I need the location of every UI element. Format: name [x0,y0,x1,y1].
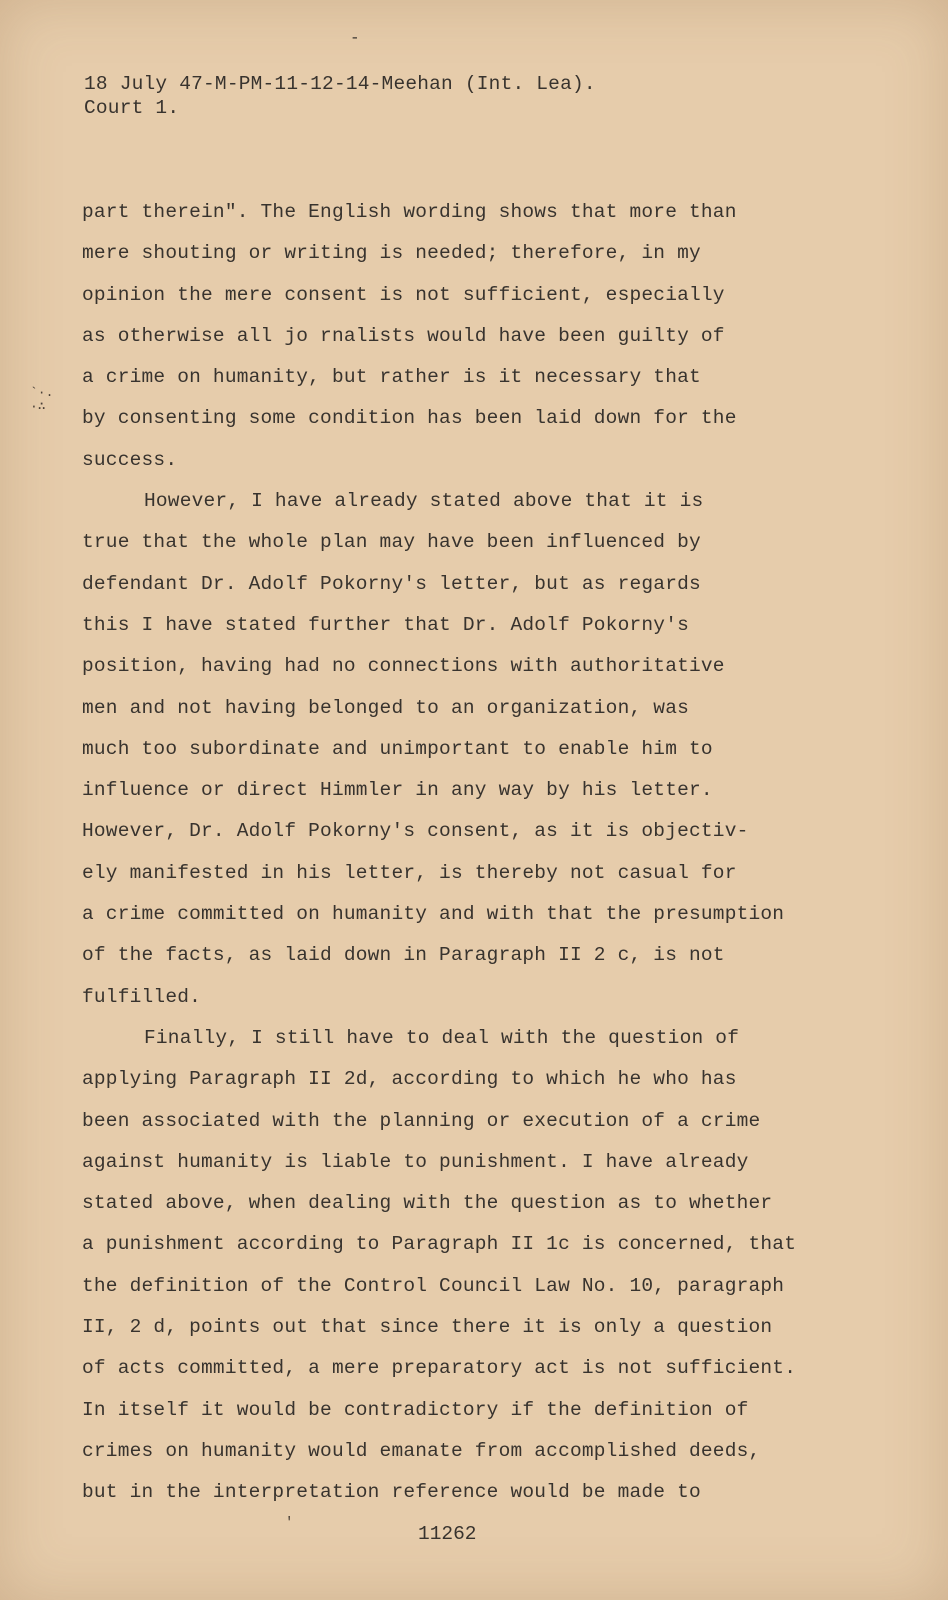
body-line-paragraph-start: Finally, I still have to deal with the question of [144,1026,740,1049]
body-line: opinion the mere consent is not sufficient, especially [82,283,725,306]
margin-marks: `·. ·∴ [30,385,54,414]
header-line-1: 18 July 47-M-PM-11-12-14-Meehan (Int. Lea). [84,73,596,95]
body-line: a crime committed on humanity and with that the presumption [82,903,785,926]
page-number: 11262 [418,1523,477,1545]
body-line: this I have stated further that Dr. Adolf Pokorny's [82,613,689,636]
body-line: stated above, when dealing with the question as to whether [82,1192,773,1215]
body-line: applying Paragraph II 2d, according to which he who has [82,1068,737,1091]
body-line: However, Dr. Adolf Pokorny's consent, as it is objectiv- [82,820,749,843]
body-line: a punishment according to Paragraph II 1c is concerned, that [82,1233,797,1256]
body-line: defendant Dr. Adolf Pokorny's letter, but as regards [82,572,701,595]
stray-mark: ' [285,1515,294,1531]
body-line: against humanity is liable to punishment. I have already [82,1150,749,1173]
body-line: mere shouting or writing is needed; therefore, in my [82,242,701,265]
body-line: influence or direct Himmler in any way by his letter. [82,779,713,802]
body-line: much too subordinate and unimportant to enable him to [82,737,713,760]
body-line: a crime on humanity, but rather is it necessary that [82,366,701,389]
body-text [82,192,842,1514]
body-line: success. [82,448,178,471]
body-line: the definition of the Control Council Law No. 10, paragraph [82,1274,785,1297]
top-mark: - [350,29,360,47]
body-line: fulfilled. [82,985,202,1008]
body-line: ely manifested in his letter, is thereby not casual for [82,861,737,884]
body-line: as otherwise all jo rnalists would have been guilty of [82,324,725,347]
body-line-paragraph-start: However, I have already stated above that it is [144,490,704,513]
body-line: but in the interpretation reference would be made to [82,1481,701,1504]
body-line: of the facts, as laid down in Paragraph II 2 c, is not [82,944,725,967]
body-line: II, 2 d, points out that since there it is only a question [82,1316,773,1339]
body-line: true that the whole plan may have been influenced by [82,531,701,554]
header-line-2: Court 1. [84,97,180,119]
body-line: crimes on humanity would emanate from accomplished deeds, [82,1439,761,1462]
body-line: of acts committed, a mere preparatory act is not sufficient. [82,1357,797,1380]
body-line: by consenting some condition has been laid down for the [82,407,737,430]
body-line: In itself it would be contradictory if the definition of [82,1398,749,1421]
document-header [84,72,596,120]
body-line: part therein". The English wording shows that more than [82,201,737,223]
body-line: men and not having belonged to an organization, was [82,696,689,719]
body-line: been associated with the planning or execution of a crime [82,1109,761,1132]
body-line: position, having had no connections with authoritative [82,655,725,678]
